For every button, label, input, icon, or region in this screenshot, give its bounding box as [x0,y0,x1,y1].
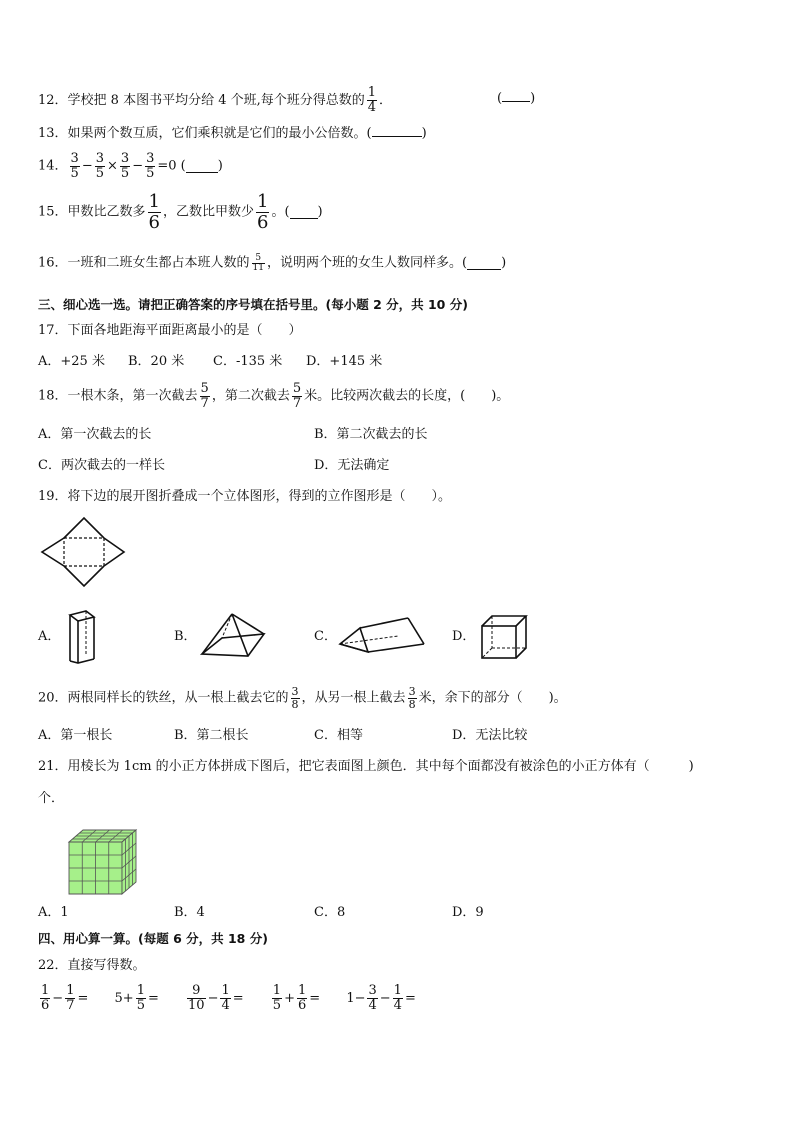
fraction: $\frac{1}{4}$ [367,85,377,115]
option-19-a[interactable]: A． [38,629,61,644]
question-16: 16．一班和二班女生都占本班人数的 $\frac{5}{11}$ ，说明两个班的女生人数同样多。( ) [38,253,507,273]
question-12: 12．学校把 8 本图书平均分给 4 个班,每个班分得总数的 $\frac{1}{4}$ ． [38,85,393,115]
option-17-c[interactable]: C．-135 米 [213,354,283,369]
option-19-c[interactable]: C． [314,629,337,644]
mental-math-row [38,984,438,1013]
option-21-d[interactable]: D．9 [452,905,484,920]
option-21-c[interactable]: C．8 [314,905,346,920]
expression-4: $\frac{1}{5}$ + $\frac{1}{6}$ = [272,983,321,1013]
question-15: 15．甲数比乙数多 $\frac{1}{6}$ ，乙数比甲数少 $\frac{1}{6}$ 。( ) [38,191,323,233]
option-17-b[interactable]: B．20 米 [128,354,185,369]
answer-blank-12[interactable]: ( ) [497,91,536,106]
option-20-d[interactable]: D．无法比较 [452,728,528,743]
section-4-heading: 四、用心算一算。(每题 6 分，共 18 分) [38,931,268,946]
pyramid-figure-b [200,612,268,658]
cube-stack-figure [66,828,138,896]
option-18-c[interactable]: C．两次截去的一样长 [38,458,165,473]
expression-5: 1− $\frac{3}{4}$ − $\frac{1}{4}$ = [346,983,416,1013]
expression-2: 5+ $\frac{1}{5}$ = [114,983,159,1013]
answer-blank-15[interactable] [290,206,318,219]
question-13: 13．如果两个数互质，它们乘积就是它们的最小公倍数。( ) [38,126,427,141]
section-3-heading: 三、细心选一选。请把正确答案的序号填在括号里。(每小题 2 分，共 10 分) [38,297,468,312]
prism-figure-a [64,607,100,667]
expression-3: $\frac{9}{10}$ − $\frac{1}{4}$ = [188,983,244,1013]
option-19-d[interactable]: D． [452,629,476,644]
triangular-prism-figure-c [338,614,428,656]
question-17: 17．下面各地距海平面距离最小的是（ ） [38,323,302,338]
option-18-d[interactable]: D．无法确定 [314,458,390,473]
option-17-d[interactable]: D．+145 米 [306,354,383,369]
question-20: 20．两根同样长的铁丝，从一根上截去它的 $\frac{3}{8}$ ，从另一根上截去 $\frac{3}{8}$ 米，余下的部分（ )。 [38,685,567,711]
expression-1: $\frac{1}{6}$ − $\frac{1}{7}$ = [41,983,89,1013]
question-21-cont: 个． [38,791,65,806]
option-21-a[interactable]: A．1 [38,905,69,920]
option-20-a[interactable]: A．第一根长 [38,728,113,743]
answer-blank-14[interactable] [186,160,218,173]
option-17-a[interactable]: A．+25 米 [38,354,105,369]
option-18-a[interactable]: A．第一次截去的长 [38,427,152,442]
pyramid-net-figure [40,516,126,588]
cube-figure-d [478,614,530,662]
option-21-b[interactable]: B．4 [174,905,205,920]
question-21: 21．用棱长为 1cm 的小正方体拼成下图后，把它表面图上颜色．其中每个面都没有被涂色的小正方体有（ ) [38,759,694,774]
answer-blank-16[interactable] [467,257,501,270]
question-22: 22．直接写得数。 [38,958,146,973]
answer-blank-13[interactable] [372,124,422,137]
option-18-b[interactable]: B．第二次截去的长 [314,427,428,442]
question-18: 18．一根木条，第一次截去 $\frac{5}{7}$ ，第二次截去 $\frac{5}{7}$ 米。比较两次截去的长度，( )。 [38,381,510,411]
option-20-b[interactable]: B．第二根长 [174,728,249,743]
question-12-text: 12．学校把 8 本图书平均分给 4 个班,每个班分得总数的 [38,93,365,108]
option-20-c[interactable]: C．相等 [314,728,363,743]
option-19-b[interactable]: B． [174,629,197,644]
question-14: 14． $\frac{3}{5}$ − $\frac{3}{5}$ × $\frac{3}{5}$ − $\frac{3}{5}$ =0 ( ) [38,151,223,181]
question-19: 19．将下边的展开图折叠成一个立体图形，得到的立作图形是（ ）。 [38,489,452,504]
